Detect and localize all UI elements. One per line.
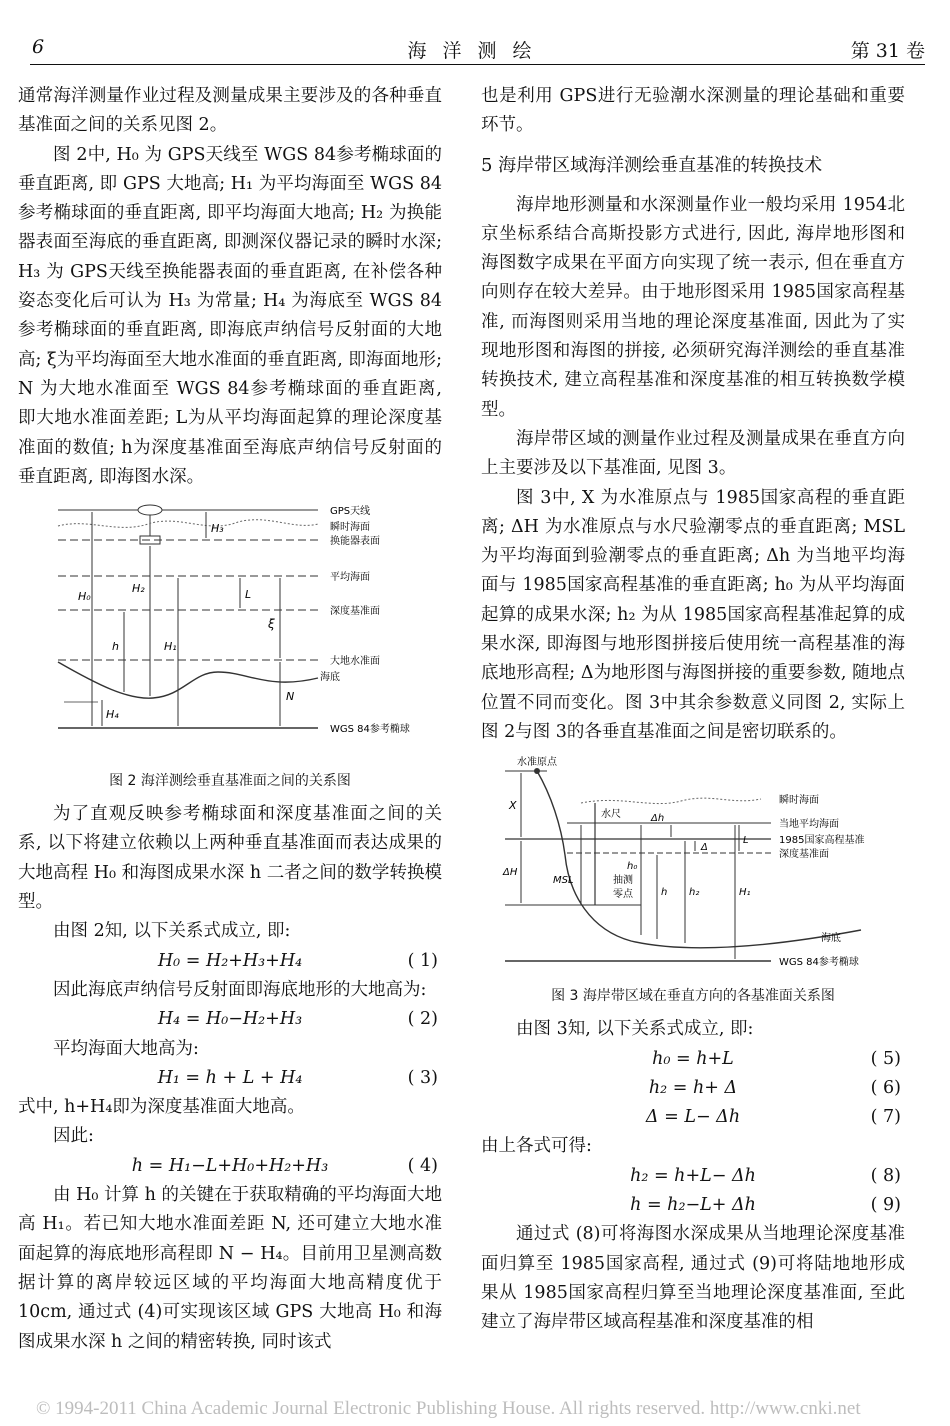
label-dh-big: ΔH [503,867,518,879]
equation-3: H₁ = h + L + H₄ ( 3) [157,1067,438,1088]
label-h-3: h [661,887,668,899]
paragraph: 由图 2知, 以下关系式成立, 即: [53,921,291,942]
paragraph: 通过式 (8)可将海图水深成果从当地理论深度基准面归算至 1985国家高程, 通过式 (9)可将陆地地形成果从 1985国家高程归算至当地理论深度基准面, 至此建立了海岸带区域高程基准和深度基准的相 [481,1224,905,1333]
figure-2-diagram [18,500,442,760]
label-msl: MSL [553,875,574,887]
equation-4: h = H₁−L+H₀+H₂+H₃ ( 4) [131,1155,438,1176]
paragraph: 图 2中, H₀ 为 GPS天线至 WGS 84参考椭球面的垂直距离, 即 GPS 大地高; H₁ 为平均海面至 WGS 84参考椭球面的垂直距离, 即平均海面大地高; H₂ 为换能器表面至海底的垂直距离, 即测深仪器记录的瞬时水深; H₃ 为 GPS天线至换能器表面的垂直距离, 在补偿各种姿态变化后可认为 H₃ 为常量; H₄ 为海底至 WGS 84 参考椭球面的垂直距离, 即海底声纳信号反射面的大地高; ξ为平均海面至大地水准面的垂直距离, 即海面地形; N 为大地水准面至 WGS 84参考椭球面的垂直距离, 即大地水准面差距; L为从平均海面起算的理论深度基准面的数值; h为深度基准面至海底声纳信号反射面的垂直距离, 即海图水深。 [18,144,442,487]
journal-title: 海洋测绘 [407,40,548,62]
paragraph: 海岸地形测量和水深测量作业一般均采用 1954北京坐标系结合高斯投影方式进行, 因此, 海岸地形图和海图数字成果在平面方向实现了统一表示, 但在垂直方向则存在较大差异。由于地形图采用 1985国家高程基准, 而海图则采用当地的理论深度基准面, 因此为了实现地形图和海图的拼接, 必须研究海洋测绘的垂直基准转换技术, 建立高程基准和深度基准的相互转换数学模型。 [481,194,905,420]
label-l-3: L [743,835,749,847]
equation-9: h = h₂−L+ Δh ( 9) [630,1195,901,1216]
label-mean-sea: 平均海面 [330,572,370,584]
label-h: h [112,640,119,654]
paragraph: 图 3中, X 为水准原点与 1985国家高程的垂直距离; ΔH 为水准原点与水尺验潮零点的垂直距离; MSL为平均海面到验潮零点的垂直距离; Δh 为当地平均海面与 1985国家高程基准的垂直距离; h₀ 为从平均海面起算的成果水深; h₂ 为从 1985国家高程基准起算的成果水深, 即海图与地形图拼接后使用统一高程基准的海底地形高程; Δ为地形图与海图拼接的重要参数, 随地点位置不同而变化。图 3中其余参数意义同图 2, 实际上图 2与图 3的各垂直基准面之间是密切联系的。 [481,487,905,742]
instant-sea-line [58,520,318,528]
volume-label: 第 31 卷 [850,40,925,62]
label-instant-sea: 瞬时海面 [330,522,370,534]
label-instant-sea-3: 瞬时海面 [779,795,819,807]
label-x: X [509,799,517,813]
right-column [481,82,905,1338]
label-depth-datum-3: 深度基准面 [779,849,829,861]
label-ellipsoid-3: WGS 84参考椭球 [779,957,859,969]
figure-3-diagram [481,755,905,975]
label-datum-origin: 水准原点 [517,757,557,769]
label-h0: H₀ [78,590,91,604]
label-tide-zero-2: 零点 [613,889,633,901]
label-seabed-3: 海底 [821,933,841,945]
seabed-curve [58,662,318,698]
paragraph: 为了直观反映参考椭球面和深度基准面之间的关系, 以下将建立依赖以上两种垂直基准面而表达成果的大地高程 H₀ 和海图成果水深 h 二者之间的数学转换模型。 [18,804,442,913]
label-local-mean-sea: 当地平均海面 [779,819,839,831]
label-gps-antenna: GPS天线 [330,506,371,518]
label-national-datum: 1985国家高程基准 [779,835,865,847]
label-geoid: 大地水准面 [330,656,380,668]
instant-sea-line-3 [581,798,761,803]
label-transducer: 换能器表面 [330,536,380,548]
label-h2: H₂ [132,582,145,596]
page-header [30,30,925,65]
paragraph: 海岸带区域的测量作业过程及测量成果在垂直方向上主要涉及以下基准面, 见图 3。 [481,428,905,479]
paragraph: 由上各式可得: [481,1136,592,1157]
label-seabed: 海底 [320,672,340,684]
equation-2: H₄ = H₀−H₂+H₃ ( 2) [157,1009,438,1030]
section-heading: 5 海岸带区域海洋测绘垂直基准的转换技术 [481,154,823,176]
label-h1: H₁ [164,640,177,654]
gps-antenna-icon [138,505,162,515]
label-delta: Δ [701,842,708,854]
equation-6: h₂ = h+ Δ ( 6) [648,1077,901,1098]
paragraph: 也是利用 GPS进行无验潮水深测量的理论基础和重要环节。 [481,86,905,136]
equation-7: Δ = L− Δh ( 7) [645,1107,901,1128]
label-dh-small: Δh [651,813,665,825]
label-h0-3: h₀ [627,861,638,873]
equation-1: H₀ = H₂+H₃+H₄ ( 1) [157,950,438,971]
page-number: 6 [32,36,45,58]
label-h4: H₄ [106,708,119,722]
figure-3 [481,755,905,1005]
label-n: N [286,690,295,704]
copyright-footer: © 1994-2011 China Academic Journal Electronic Publishing House. All rights reserved. http://www.cnki.net [36,1398,861,1419]
label-h1-3: H₁ [739,887,751,899]
label-h2-3: h₂ [689,887,700,899]
paragraph: 由图 3知, 以下关系式成立, 即: [516,1019,754,1040]
paragraph: 平均海面大地高为: [53,1038,199,1059]
label-h3: H₃ [211,522,224,536]
label-tide-zero-1: 抽测 [613,875,633,887]
paragraph: 由 H₀ 计算 h 的关键在于获取精确的平均海面大地高 H₁。若已知大地水准面差距 N, 还可建立大地水准面起算的海底地形高程即 N − H₄。目前用卫星测高数据计算的离岸较远区域的平均海面大地高精度优于 10cm, 通过式 (4)可实现该区域 GPS 大地高 H₀ 和海图成果水深 h 之间的精密转换, 同时该式 [18,1185,442,1352]
label-ellipsoid: WGS 84参考椭球 [330,724,410,736]
label-l: L [245,588,252,602]
label-tide-staff: 水尺 [601,809,621,821]
paragraph: 因此: [53,1126,94,1147]
figure-2-caption: 图 2 海洋测绘垂直基准面之间的关系图 [109,773,351,790]
equation-5: h₀ = h+L ( 5) [652,1048,901,1069]
left-column [18,82,442,1357]
equation-8: h₂ = h+L− Δh ( 8) [630,1165,901,1186]
paragraph: 因此海底声纳信号反射面即海底地形的大地高为: [53,979,427,1000]
paragraph: 式中, h+H₄即为深度基准面大地高。 [18,1097,305,1118]
paragraph: 通常海洋测量作业过程及测量成果主要涉及的各种垂直基准面之间的关系见图 2。 [18,86,442,136]
figure-2 [18,500,442,790]
figure-3-caption: 图 3 海岸带区域在垂直方向的各基准面关系图 [551,988,835,1005]
label-xi: ξ [268,617,275,632]
label-depth-datum: 深度基准面 [330,606,380,618]
